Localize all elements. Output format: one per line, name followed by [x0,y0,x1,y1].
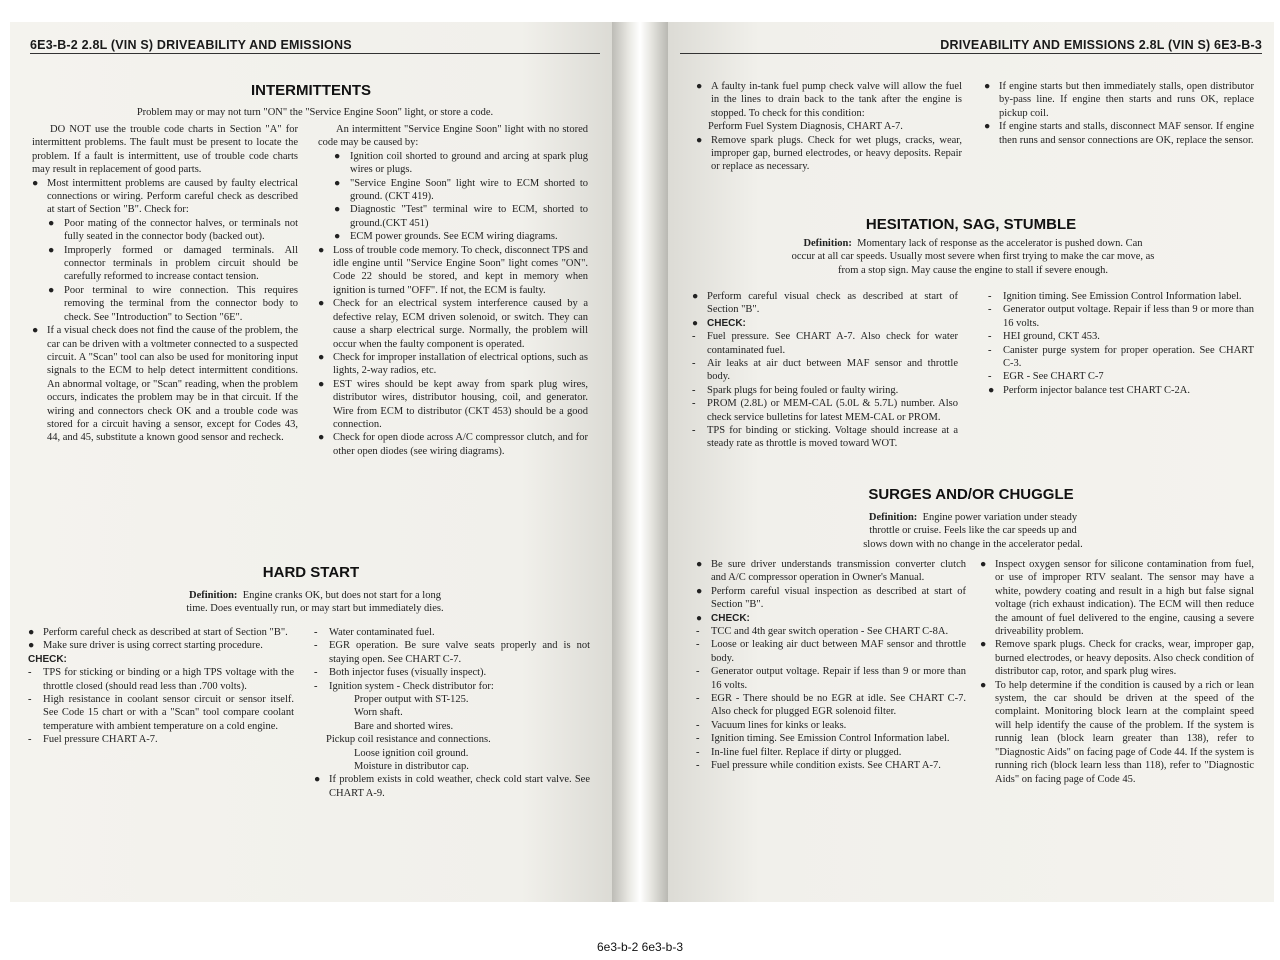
definition-text: from a stop sign. May cause the engine to stall if severe enough. [837,264,1108,276]
bullet-glyph: ● [318,244,325,256]
item-text: Generator output voltage. Repair if less than 9 or more than 16 volts. [711,666,966,691]
paragraph [32,123,298,177]
item-text: TCC and 4th gear switch operation - See CHART C-8A. [711,626,949,638]
item-text: Poor mating of the connector halves, or terminals not fully seated in the connector body (backed out). [64,217,298,243]
dash-item [696,719,966,732]
dash-glyph: - [692,425,696,437]
dash-item [696,625,966,638]
bullet-glyph: ● [28,640,35,652]
surges-column-left [696,558,966,773]
dash-glyph: - [696,760,700,772]
item-text: HEI ground, CKT 453. [1003,331,1100,343]
definition-text: Engine power variation under steady [922,512,1078,523]
item-text: Ignition system - Check distributor for: [329,680,494,692]
item-text: Perform injector balance test CHART C-2A. [1003,384,1190,396]
definition-text: throttle or cruise. Feels like the car speeds up and [869,525,1077,537]
item-text: Remove spark plugs. Check for wet plugs, cracks, wear, improper gap, burned electrodes, or heavy deposits. Repair or replace as necessary. [711,134,962,173]
definition-label: Definition: [803,238,852,249]
check-heading [28,653,294,666]
hard-start-column-right [314,626,590,800]
definition-label: Definition: [189,590,238,601]
dash-glyph: - [314,667,318,679]
item-text: Bare and shorted wires. [354,720,454,732]
check-heading [696,612,966,625]
indented-line [696,120,962,133]
dash-item [28,693,294,733]
item-text: Be sure driver understands transmission converter clutch and A/C compressor operation in Owner's Manual. [711,559,966,584]
item-text: ECM power grounds. See ECM wiring diagrams. [350,231,558,243]
hesitation-title: HESITATION, SAG, STUMBLE [865,216,1077,233]
item-text: TPS for sticking or binding or a high TPS voltage with the throttle closed (should read less than .700 volts). [43,667,294,692]
paragraph-text: An intermittent "Service Engine Soon" light with no stored code may be caused by: [318,124,588,149]
dash-glyph: - [314,640,318,652]
page-footer-caption: 6e3-b-2 6e3-b-3 [596,940,684,954]
item-text: Loose or leaking air duct between MAF sensor and throttle body. [711,639,966,664]
definition-text: Engine cranks OK, but does not start for a long [242,590,441,601]
check-label: CHECK: [28,653,67,665]
hard-start-title: HARD START [262,564,360,581]
item-text: Perform careful check as described at start of Section "B". [43,627,288,638]
item-text: Ignition timing. See Emission Control Information label. [711,733,950,745]
item-text: High resistance in coolant sensor circuit or sensor itself. See Code 15 chart or with a "Scan" tool compare coolant temperature with ambient temperature on a cold engine. [43,694,294,732]
dash-item [696,692,966,719]
bullet-item [28,639,294,652]
item-text: Generator output voltage. Repair if less than 9 or more than 16 volts. [1003,304,1254,329]
sub-bullet-item [32,217,298,244]
bullet-glyph: ● [318,378,325,390]
dash-glyph: - [696,639,700,651]
bullet-item [28,626,294,639]
bullet-glyph: ● [318,432,325,444]
dash-item [696,638,966,665]
dash-glyph: - [314,627,318,638]
dash-item [28,666,294,693]
indented-line [314,693,590,706]
dash-glyph: - [696,693,700,705]
bullet-item [692,290,958,317]
item-text: Fuel pressure CHART A-7. [43,734,158,746]
dash-glyph: - [692,358,696,370]
hard-start-definition [30,589,600,616]
dash-item [28,733,294,746]
bullet-glyph: ● [980,559,987,570]
sub-bullet-item [318,150,588,177]
dash-glyph: - [692,384,696,396]
dash-item [988,330,1254,343]
item-text: In-line fuel filter. Replace if dirty or plugged. [711,746,902,758]
bullet-glyph: ● [696,559,703,570]
bullet-glyph: ● [696,81,703,92]
item-text: Worn shaft. [354,707,403,719]
item-text: Make sure driver is using correct starting procedure. [43,640,263,652]
item-text: Proper output with ST-125. [354,694,469,706]
item-text: If a visual check does not find the cause of the problem, the car can be driven with a voltmeter connected to a suspected circuit. A "Scan" tool can also be used for monitoring input signals to the ECM to help detect intermittent conditions. An abnormal voltage, or "Scan" reading, when the problem occurs, indicates the problem may be in that circuit. If the wiring and connectors check OK and a trouble code was stored for a circuit having a sensor, except for Codes 43, 44, and 45, substitute a known good sensor and recheck. [47,325,298,444]
dash-item [696,732,966,745]
dash-item [696,759,966,772]
item-text: Canister purge system for proper operation. See CHART C-3. [1003,344,1254,370]
item-text: A faulty in-tank fuel pump check valve will allow the fuel in the lines to drain back to the tank after the engine is stopped. To check for this condition: [711,81,962,119]
dash-glyph: - [988,304,992,316]
bullet-item [318,378,588,432]
intermittents-title: INTERMITTENTS [251,82,371,99]
bullet-item [318,351,588,378]
hesitation-column-right [988,290,1254,397]
surges-column-right [980,558,1254,786]
sub-bullet-item [32,284,298,324]
dash-glyph: - [988,331,992,343]
indented-line [314,747,590,760]
dash-item [692,397,958,424]
dash-glyph: - [696,719,700,731]
right-page-header: DRIVEABILITY AND EMISSIONS 2.8L (VIN S) 6E3-B-3 [680,38,1262,54]
item-text: Diagnostic "Test" terminal wire to ECM, shorted to ground.(CKT 451) [350,204,588,229]
bullet-item [984,80,1254,120]
dash-item [314,639,590,666]
bullet-glyph: ● [980,639,987,651]
bullet-glyph: ● [32,177,39,189]
item-text: Water contaminated fuel. [329,627,435,638]
item-text: Fuel pressure while condition exists. See CHART A-7. [711,760,941,772]
item-text: Moisture in distributor cap. [354,761,469,773]
dash-item [988,303,1254,330]
bullet-glyph: ● [318,298,325,310]
bullet-glyph: ● [692,291,699,302]
dash-item [692,357,958,384]
item-text: EGR - See CHART C-7 [1003,371,1104,383]
bullet-item [32,324,298,445]
hesitation-column-left [692,290,958,451]
item-text: Check for an electrical system interference caused by a defective relay, ECM driven solenoid, or switch. They can cause a sharp electrical surge. Normally, the problem will occur when the faulty component is operated. [333,298,588,350]
dash-glyph: - [988,291,992,302]
bullet-item [696,134,962,174]
item-text: If problem exists in cold weather, check cold start valve. See CHART A-9. [329,774,590,799]
bullet-glyph: ● [314,774,321,786]
dash-glyph: - [692,398,696,410]
dash-glyph: - [696,746,700,758]
item-text: Loose ignition coil ground. [354,747,469,759]
left-page [10,22,612,902]
item-text: PROM (2.8L) or MEM-CAL (5.0L & 5.7L) number. Also check service bulletins for latest MEM-CAL or PROM. [707,398,958,423]
check-label: CHECK: [707,317,746,329]
bullet-item [980,558,1254,638]
bullet-glyph: ● [334,204,341,216]
bullet-item [980,638,1254,678]
bullet-glyph: ● [692,317,699,329]
dash-glyph: - [692,331,696,343]
indented-line [314,760,590,773]
bullet-glyph: ● [28,627,35,638]
hard-start-continued-right [984,80,1254,147]
dash-item [314,626,590,639]
dash-item [696,746,966,759]
check-label: CHECK: [711,612,750,624]
item-text: Ignition coil shorted to ground and arcing at spark plug wires or plugs. [350,150,588,176]
bullet-glyph: ● [696,612,703,624]
dash-item [692,384,958,397]
paragraph-text: DO NOT use the trouble code charts in Section "A" for intermittent problems. The fault must be present to locate the problem. If a fault is intermittent, use of trouble code charts may result in replacement of good parts. [32,124,298,176]
item-text: If engine starts and stalls, disconnect MAF sensor. If engine then runs and sensor connections are OK, replace the sensor. [999,121,1254,146]
sub-bullet-item [318,203,588,230]
intermittents-column-left [32,123,298,445]
definition-text: time. Does eventually run, or may start but immediately dies. [186,603,444,615]
dash-glyph: - [988,344,992,356]
bullet-glyph: ● [984,81,991,92]
bullet-item [984,120,1254,147]
dash-item [988,290,1254,303]
dash-glyph: - [28,694,32,706]
item-text: Pickup coil resistance and connections. [326,734,491,746]
indented-line [314,733,590,746]
item-text: EST wires should be kept away from spark plug wires, distributor wires, distributor housing, coil, and generator. Wire from ECM to distributor (CKT 453) should be a good connection. [333,378,588,430]
dash-glyph: - [696,733,700,745]
item-text: Poor terminal to wire connection. This requires removing the terminal from the connector body to check. See "Introduction" to Section "6E". [64,284,298,323]
item-text: To help determine if the condition is caused by a rich or lean system, the car should be driven at the speed of the complaint. Monitoring block learn at the complaint speed will help identify the cause of the problem. If the system is runnig lean (block learn greater than 138), refer to "Diagnostic Aids" on facing page of Code 44. If the system is running rich (block learn less than 118), refer to "Diagnostic Aids" on facing page of Code 45. [995,679,1254,785]
item-text: EGR operation. Be sure valve seats properly and is not staying open. See CHART C-7. [329,640,590,665]
item-text: Vacuum lines for kinks or leaks. [711,719,847,731]
item-text: Ignition timing. See Emission Control Information label. [1003,291,1242,302]
dash-glyph: - [696,666,700,678]
item-text: Fuel pressure. See CHART A-7. Also check for water contaminated fuel. [707,331,958,356]
dash-item [314,680,590,693]
sub-bullet-item [318,177,588,204]
item-text: Check for improper installation of electrical options, such as lights, 2-way radios, etc. [333,351,588,377]
dash-item [692,330,958,357]
item-text: Check for open diode across A/C compressor clutch, and for other open diodes (see wiring diagrams). [333,432,588,457]
bullet-item [314,773,590,800]
right-page [668,22,1274,902]
bullet-item [32,177,298,217]
bullet-glyph: ● [32,325,39,337]
item-text: Inspect oxygen sensor for silicone contamination from fuel, or use of improper RTV sealant. The sensor may have a white, powdery coating and result in a high but false signal voltage (rich exhaust indication). The ECM will then reduce the amount of fuel delivered to the engine, causing a severe driveability problem. [995,559,1254,638]
dash-item [988,370,1254,383]
bullet-glyph: ● [48,244,55,256]
item-text: Loss of trouble code memory. To check, disconnect TPS and idle engine until "Service Engine Soon" light comes "ON". Code 22 should be stored, and kept in memory when ignition is turned "OFF". If not, the ECM is faulty. [333,244,588,296]
bullet-item [318,244,588,298]
bullet-item [696,585,966,612]
dash-item [692,424,958,451]
bullet-item [318,431,588,458]
item-text: Improperly formed or damaged terminals. All connector terminals in problem circuit should be carefully reformed to increase contact tension. [64,244,298,283]
left-page-header: 6E3-B-2 2.8L (VIN S) DRIVEABILITY AND EMISSIONS [30,38,600,54]
bullet-item [318,297,588,351]
dash-glyph: - [28,667,32,679]
bullet-item [980,679,1254,786]
book-gutter [612,22,668,902]
item-text: Both injector fuses (visually inspect). [329,667,487,679]
intermittents-intro: Problem may or may not turn "ON" the "Service Engine Soon" light, or store a code. [136,107,494,118]
item-text: EGR - There should be no EGR at idle. See CHART C-7. Also check for plugged EGR solenoid filter. [711,693,966,718]
item-text: Perform careful visual inspection as described at start of Section "B". [711,585,966,611]
dash-item [696,665,966,692]
indented-line [314,720,590,733]
definition-text: occur at all car speeds. Usually most severe when first trying to make the car move, as [791,251,1155,263]
bullet-item [696,558,966,585]
item-text: If engine starts but then immediately stalls, open distributor by-pass line. If engine then starts and runs OK, replace pickup coil. [999,81,1254,119]
bullet-glyph: ● [318,351,325,363]
definition-label: Definition: [868,512,918,523]
sub-bullet-item [318,230,588,243]
check-heading [692,317,958,330]
paragraph [318,123,588,150]
item-text: Spark plugs for being fouled or faulty wiring. [707,384,899,396]
bullet-glyph: ● [48,284,55,296]
dash-glyph: - [314,680,318,692]
definition-text: slows down with no change in the accelerator pedal. [863,538,1083,550]
dash-glyph: - [696,626,700,638]
bullet-item [988,384,1254,397]
bullet-glyph: ● [334,231,341,243]
definition-text: Momentary lack of response as the accelerator is pushed down. Can [857,238,1143,249]
indented-line [314,706,590,719]
bullet-glyph: ● [48,217,55,229]
surges-title: SURGES AND/OR CHUGGLE [868,486,1074,503]
dash-item [988,344,1254,371]
hard-start-column-left [28,626,294,747]
bullet-glyph: ● [334,177,341,189]
intermittents-column-right [318,123,588,458]
bullet-glyph: ● [696,585,703,597]
dash-item [314,666,590,679]
item-text: "Service Engine Soon" light wire to ECM shorted to ground. (CKT 419). [350,177,588,203]
item-text: Remove spark plugs. Check for cracks, wear, improper gap, burned electrodes, or heavy deposits. Also check condition of distributor cap, rotor, and spark plug wires. [995,639,1254,678]
item-text: Air leaks at air duct between MAF sensor and throttle body. [707,358,958,383]
dash-glyph: - [988,371,992,383]
item-text: TPS for binding or sticking. Voltage should increase at a steady rate as throttle is moved toward WOT. [707,425,958,450]
dash-glyph: - [28,734,32,746]
hard-start-continued-left [696,80,962,174]
item-text: Perform Fuel System Diagnosis, CHART A-7. [708,121,903,133]
item-text: Perform careful visual check as described at start of Section "B". [707,291,958,316]
bullet-item [696,80,962,120]
item-text: Most intermittent problems are caused by faulty electrical connections or wiring. Perform careful check as described at start of Section "B". Check for: [47,177,298,216]
bullet-glyph: ● [980,679,987,691]
sub-bullet-item [32,244,298,284]
bullet-glyph: ● [984,121,991,133]
bullet-glyph: ● [334,150,341,162]
bullet-glyph: ● [988,384,995,396]
surges-definition [768,511,1178,551]
hesitation-definition [708,237,1238,277]
bullet-glyph: ● [696,134,703,146]
